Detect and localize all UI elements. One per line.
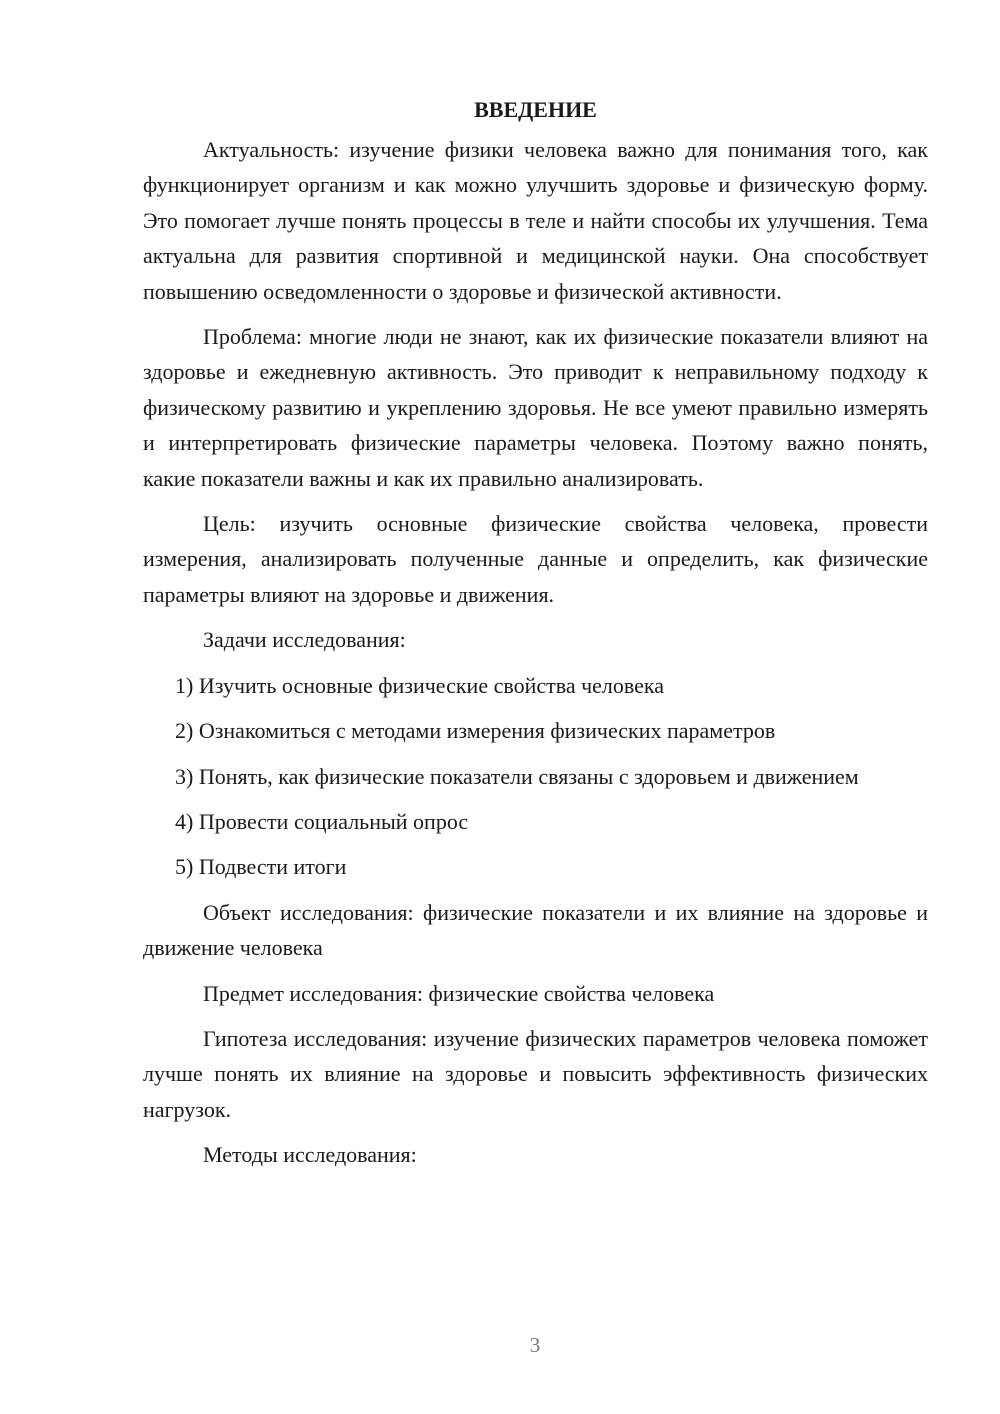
paragraph-subject: Предмет исследования: физические свойства человека (203, 980, 715, 1006)
paragraph-tasks-heading: Задачи исследования: (203, 627, 406, 653)
paragraph-problem: Проблема: многие люди не знают, как их физические показатели влияют на здоровье и ежедневную активность. Это приводит к неправильному подходу к физическому развитию и укреплению здоровья. Не все умеют правильно измерять и интерпретировать физические параметры человека. Поэтому важно понять, какие показатели важны и как их правильно анализировать. (143, 324, 928, 491)
section-title: ВВЕДЕНИЕ (474, 97, 597, 122)
paragraph-object: Объект исследования: физические показатели и их влияние на здоровье и движение человека (143, 899, 928, 961)
document-page (143, 92, 928, 1173)
list-item-task-2: 2) Ознакомиться с методами измерения физических параметров (175, 718, 776, 744)
list-item-task-5: 5) Подвести итоги (175, 854, 347, 880)
task-list (143, 668, 928, 885)
page-number: 3 (529, 1333, 541, 1357)
list-item-task-3: 3) Понять, как физические показатели связаны с здоровьем и движением (175, 763, 859, 789)
list-item-task-4: 4) Провести социальный опрос (175, 808, 469, 834)
paragraph-relevance: Актуальность: изучение физики человека важно для понимания того, как функционирует организм и как можно улучшить здоровье и физическую форму. Это помогает лучше понять процессы в теле и найти способы их улучшения. Тема актуальна для развития спортивной и медицинской науки. Она способствует повышению осведомленности о здоровье и физической активности. (143, 137, 928, 304)
paragraph-hypothesis: Гипотеза исследования: изучение физических параметров человека поможет лучше понять их влияние на здоровье и повысить эффективность физических нагрузок. (143, 1025, 928, 1122)
list-item-task-1: 1) Изучить основные физические свойства человека (175, 672, 665, 698)
paragraph-goal: Цель: изучить основные физические свойства человека, провести измерения, анализировать полученные данные и определить, как физические параметры влияют на здоровье и движения. (143, 511, 928, 607)
paragraph-methods-heading: Методы исследования: (203, 1142, 417, 1168)
